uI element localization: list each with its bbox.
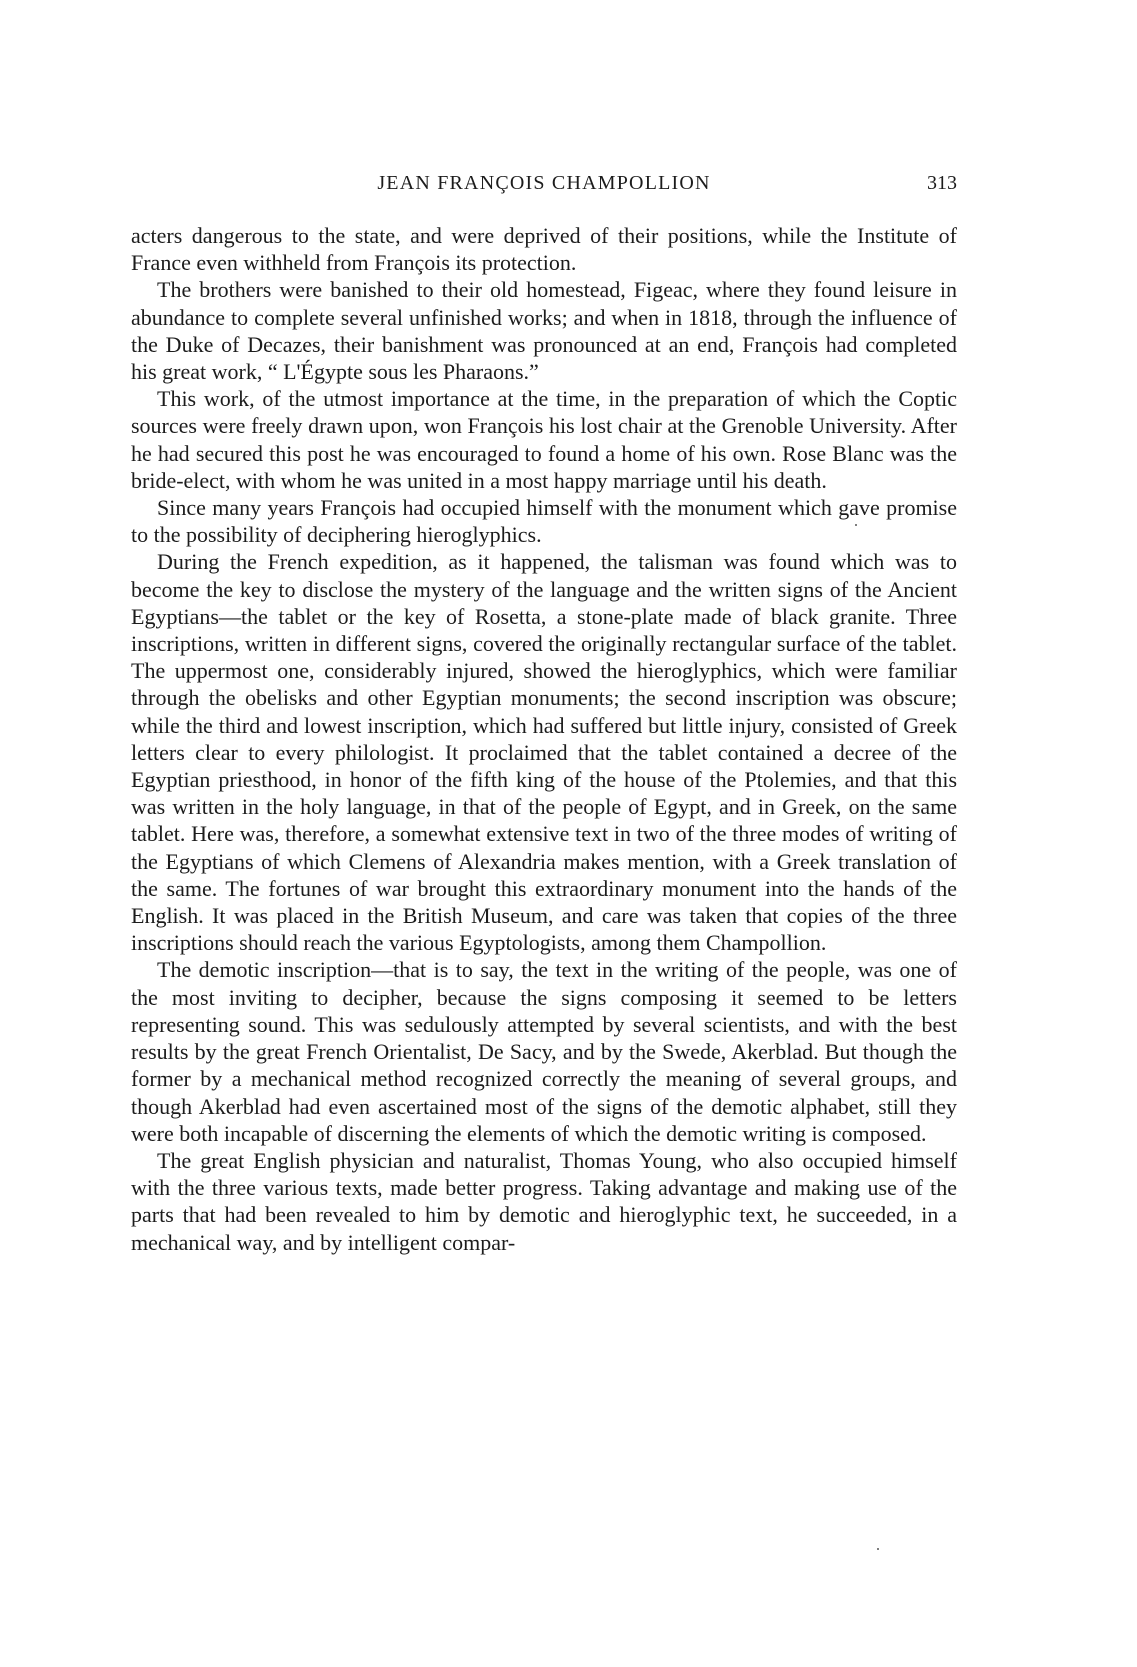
paragraph-continuation: acters dangerous to the state, and were deprived of their positions, while the Institute of France even withheld from François its protection. <box>131 223 957 276</box>
paragraph-monument-study: Since many years François had occupied himself with the monument which gave promise to the possibility of deciphering hieroglyphics. <box>131 495 957 548</box>
paragraph-thomas-young: The great English physician and naturalist, Thomas Young, who also occupied himself with the three various texts, made better progress. Taking advantage and making use of the parts that had been revealed to him by demotic and hieroglyphic text, he succeeded, in a mechanical way, and by intelligent compar- <box>131 1147 957 1255</box>
running-head <box>131 168 957 198</box>
paragraph-banishment: The brothers were banished to their old homestead, Figeac, where they found leisure in abundance to complete several unfinished works; and when in 1818, through the influence of the Duke of Decazes, their banishment was pronounced at an end, François had completed his great work, “ L'Égypte sous les Pharaons.” <box>131 277 957 385</box>
ink-speck <box>877 1548 879 1550</box>
running-title: JEAN FRANÇOIS CHAMPOLLION <box>377 172 711 194</box>
paragraph-demotic-inscription: The demotic inscription—that is to say, the text in the writing of the people, was one of the most inviting to decipher, because the signs composing it seemed to be letters representing sound. This was sedulously attempted by several scientists, and with the best results by the great French Orientalist, De Sacy, and by the Swede, Akerblad. But though the former by a mechanical method recognized correctly the meaning of several groups, and though Akerblad had even ascertained most of the signs of the demotic alphabet, still they were both incapable of discerning the elements of which the demotic writing is composed. <box>131 957 957 1146</box>
paragraph-grenoble-chair: This work, of the utmost importance at the time, in the preparation of which the Coptic sources were freely drawn upon, won François his lost chair at the Grenoble University. After he had secured this post he was encouraged to found a home of his own. Rose Blanc was the bride-elect, with whom he was united in a most happy marriage until his death. <box>131 386 957 493</box>
paragraph-rosetta-stone: During the French expedition, as it happened, the talisman was found which was to become the key to disclose the mystery of the language and the written signs of the Ancient Egyptians—the tablet or the key of Rosetta, a stone-plate made of black granite. Three inscriptions, written in different signs, covered the originally rectangular surface of the tablet. The uppermost one, considerably injured, showed the hieroglyphics, which were familiar through the obelisks and other Egyptian monuments; the second inscription was obscure; while the third and lowest inscription, which had suffered but little injury, consisted of Greek letters clear to every philologist. It proclaimed that the tablet contained a decree of the Egyptian priesthood, in honor of the fifth king of the house of the Ptolemies, and that this was written in the holy language, in that of the people of Egypt, and in Greek, on the same tablet. Here was, therefore, a somewhat extensive text in two of the three modes of writing of the Egyptians of which Clemens of Alexandria makes mention, with a Greek translation of the same. The fortunes of war brought this extraordinary monument into the hands of the English. It was placed in the British Museum, and care was taken that copies of the three inscriptions should reach the various Egyptologists, among them Champollion. <box>131 549 957 956</box>
body-text <box>131 222 957 1256</box>
ink-speck <box>855 524 857 526</box>
page-number: 313 <box>927 172 957 194</box>
